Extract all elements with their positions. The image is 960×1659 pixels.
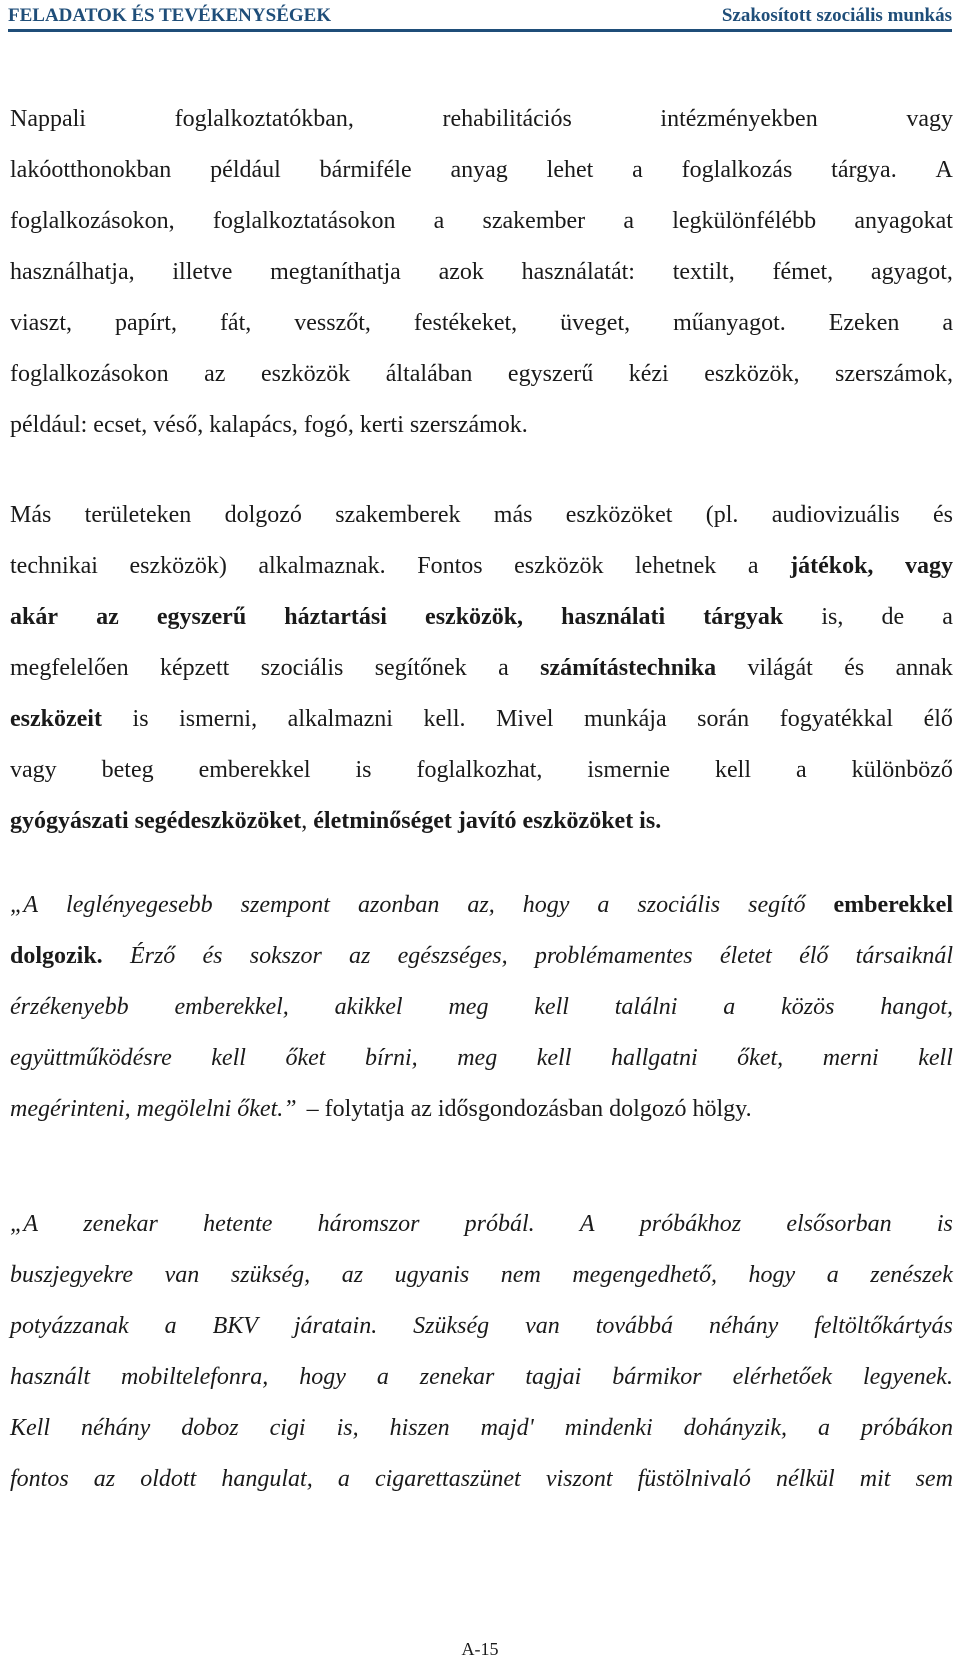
word: próbál. — [464, 1211, 535, 1237]
header-section-title: FELADATOK ÉS TEVÉKENYSÉGEK — [8, 5, 332, 26]
word: anyagokat — [854, 208, 953, 234]
word: foglalkozás — [681, 157, 793, 183]
word: és — [932, 502, 953, 528]
word: Mivel — [496, 706, 554, 732]
word: emberekkel — [198, 757, 311, 783]
word: életet — [719, 943, 772, 969]
text-line — [10, 796, 953, 847]
word: lehet — [546, 157, 594, 183]
word: zenekar — [83, 1211, 158, 1237]
word: munkája — [583, 706, 667, 732]
word: leglényegesebb — [66, 892, 213, 918]
word: a — [747, 553, 759, 579]
word: az — [349, 943, 371, 969]
text-line — [10, 298, 953, 349]
word: hogy — [748, 1262, 796, 1288]
word: tagjai — [525, 1364, 582, 1390]
word: játékok, — [790, 553, 874, 579]
word: bírni, — [364, 1045, 418, 1071]
word: zenekar — [419, 1364, 495, 1390]
word: hangot, — [880, 994, 953, 1020]
word: papírt, — [114, 310, 177, 336]
word: annak — [895, 655, 953, 681]
word: problémamentes — [534, 943, 693, 969]
word: fogyatékkal — [779, 706, 894, 732]
word: társaiknál — [855, 943, 953, 969]
page-number: A-15 — [461, 1639, 499, 1659]
word: „A — [10, 892, 39, 918]
word: akár — [10, 604, 58, 630]
word: is — [936, 1211, 953, 1237]
word: a — [942, 310, 953, 336]
text-line — [10, 1301, 953, 1352]
text-line — [10, 196, 953, 247]
word: merni — [822, 1045, 879, 1071]
word: például — [210, 157, 281, 183]
word: hallgatni — [610, 1045, 698, 1071]
word: sokszor — [249, 943, 322, 969]
word: akikkel — [334, 994, 403, 1020]
text-line — [10, 592, 953, 643]
word: bármiféle — [319, 157, 412, 183]
word: nem — [500, 1262, 541, 1288]
word: Ezeken — [828, 310, 900, 336]
word: a — [376, 1364, 389, 1390]
word: megtaníthatja — [270, 259, 401, 285]
word: használhatja, — [10, 259, 135, 285]
word: a — [164, 1313, 177, 1339]
word: is, — [336, 1415, 359, 1441]
word: általában — [385, 361, 473, 387]
word: eszközöket — [565, 502, 673, 528]
separator-text: , — [301, 808, 308, 834]
word: cigarettaszünet — [374, 1466, 521, 1492]
word: ismernie — [587, 757, 671, 783]
word: is — [355, 757, 372, 783]
word: hiszen — [389, 1415, 450, 1441]
word: őket — [285, 1045, 326, 1071]
word: ugyanis — [394, 1262, 470, 1288]
word: fontos — [10, 1466, 69, 1492]
word: foglalkozhat, — [416, 757, 543, 783]
word: üveget, — [560, 310, 631, 336]
word: a — [597, 892, 610, 918]
word: szociális — [260, 655, 344, 681]
word: „A — [10, 1211, 39, 1237]
word: technikai — [10, 553, 98, 579]
word: segítő — [748, 892, 806, 918]
line-text: például: ecset, véső, kalapács, fogó, kerti szerszámok. — [10, 412, 528, 438]
paragraph-tools — [10, 490, 953, 847]
quote-elderly-care — [10, 880, 953, 1135]
word: lehetnek — [635, 553, 717, 579]
word: viszont — [545, 1466, 613, 1492]
word: foglalkozásokon — [10, 361, 169, 387]
word: élő — [799, 943, 829, 969]
word: szempont — [240, 892, 330, 918]
text-line — [10, 880, 953, 931]
word: alkalmazni — [287, 706, 393, 732]
word: a — [498, 655, 509, 681]
word: cigi — [269, 1415, 306, 1441]
word: (pl. — [705, 502, 739, 528]
word: használatát: — [521, 259, 635, 285]
word: és — [202, 943, 223, 969]
word: emberekkel — [833, 892, 953, 918]
text-line — [10, 490, 953, 541]
word: van — [525, 1313, 560, 1339]
word: a — [337, 1466, 350, 1492]
word: eszközök, — [704, 361, 800, 387]
word: dolgozik. — [10, 943, 103, 969]
word: néhány — [708, 1313, 779, 1339]
text-line — [10, 1352, 953, 1403]
word: feltöltőkártyás — [814, 1313, 953, 1339]
word: Nappali — [10, 106, 86, 132]
word: szakemberek — [335, 502, 461, 528]
word: használt — [10, 1364, 91, 1390]
word: során — [697, 706, 750, 732]
word: zenészek — [870, 1262, 953, 1288]
word: van — [164, 1262, 200, 1288]
word: fát, — [219, 310, 252, 336]
word: hetente — [203, 1211, 273, 1237]
word: szerszámok, — [835, 361, 953, 387]
word: kell — [536, 1045, 572, 1071]
word: eszközök, — [425, 604, 524, 630]
word: a — [795, 757, 807, 783]
word: potyázzanak — [10, 1313, 129, 1339]
word: kell — [918, 1045, 953, 1071]
word: eszközök) — [129, 553, 227, 579]
word: műanyagot. — [673, 310, 786, 336]
word: képzett — [160, 655, 230, 681]
word: számítástechnika — [540, 655, 717, 681]
word: az, — [467, 892, 495, 918]
word: viaszt, — [10, 310, 72, 336]
quote-band — [10, 1199, 953, 1505]
word: együttműködésre — [10, 1045, 172, 1071]
word: azok — [438, 259, 484, 285]
text-line — [10, 400, 953, 451]
word: textilt, — [672, 259, 735, 285]
word: szociális — [637, 892, 721, 918]
word: ismerni, — [179, 706, 258, 732]
word: segítőnek — [374, 655, 467, 681]
word: BKV — [212, 1313, 258, 1339]
word: eszközök — [514, 553, 604, 579]
word: hogy — [522, 892, 570, 918]
text-line — [10, 94, 953, 145]
word: füstölnivaló — [637, 1466, 751, 1492]
text-line — [10, 1403, 953, 1454]
word: tárgyak — [703, 604, 784, 630]
word: vesszőt, — [294, 310, 371, 336]
word: élő — [923, 706, 953, 732]
text-line — [10, 1084, 953, 1135]
word: és — [844, 655, 865, 681]
word: más — [493, 502, 533, 528]
text-line — [10, 145, 953, 196]
word: anyag — [450, 157, 508, 183]
word: dohányzik, — [683, 1415, 787, 1441]
word: audiovizuális — [771, 502, 900, 528]
word: egyszerű — [156, 604, 247, 630]
word: buszjegyekre — [10, 1262, 134, 1288]
attribution-text: – folytatja az idősgondozásban dolgozó hölgy. — [306, 1096, 752, 1122]
word: az — [341, 1262, 364, 1288]
word: megfelelően — [10, 655, 129, 681]
word: használati — [561, 604, 666, 630]
text-line — [10, 247, 953, 298]
word: kell — [211, 1045, 246, 1071]
word: legkülönfélébb — [672, 208, 817, 234]
text-line — [10, 541, 953, 592]
word: a — [817, 1415, 830, 1441]
word: meg — [448, 994, 489, 1020]
word: a — [942, 604, 953, 630]
text-line — [10, 931, 953, 982]
word: szükség, — [230, 1262, 311, 1288]
word: vagy — [906, 106, 953, 132]
word: fémet, — [772, 259, 834, 285]
word: a — [632, 157, 643, 183]
word: járatain. — [293, 1313, 378, 1339]
word: elsősorban — [786, 1211, 892, 1237]
bold-text: gyógyászati segédeszközöket — [10, 808, 302, 834]
italic-text: megérinteni, megölelni őket.” — [10, 1096, 297, 1122]
word: beteg — [101, 757, 154, 783]
text-line — [10, 1033, 953, 1084]
word: az — [93, 1466, 116, 1492]
word: eszközök — [260, 361, 351, 387]
word: próbákhoz — [639, 1211, 742, 1237]
word: de — [881, 604, 905, 630]
word: bármikor — [612, 1364, 702, 1390]
word: intézményekben — [660, 106, 818, 132]
word: Szükség — [413, 1313, 490, 1339]
text-line — [10, 349, 953, 400]
word: nélkül — [776, 1466, 835, 1492]
word: a — [433, 208, 445, 234]
word: kell. — [423, 706, 466, 732]
text-line — [10, 745, 953, 796]
word: foglalkoztatókban, — [174, 106, 354, 132]
text-line — [10, 1250, 953, 1301]
word: próbákon — [860, 1415, 953, 1441]
word: háromszor — [317, 1211, 420, 1237]
word: rehabilitációs — [442, 106, 572, 132]
word: hangulat, — [221, 1466, 313, 1492]
word: sem — [915, 1466, 953, 1492]
word: dolgozó — [224, 502, 302, 528]
word: néhány — [80, 1415, 151, 1441]
word: a — [623, 208, 634, 234]
word: is — [132, 706, 149, 732]
text-line — [10, 694, 953, 745]
word: foglalkoztatásokon — [212, 208, 396, 234]
word: emberekkel, — [174, 994, 289, 1020]
word: világát — [747, 655, 813, 681]
word: vagy — [904, 553, 953, 579]
word: mindenki — [564, 1415, 653, 1441]
word: területeken — [84, 502, 192, 528]
word: vagy — [10, 757, 57, 783]
bold-text: életminőséget javító eszközöket is. — [313, 808, 662, 834]
word: Fontos — [417, 553, 483, 579]
word: Más — [10, 502, 52, 528]
word: találni — [614, 994, 678, 1020]
word: majd' — [480, 1415, 534, 1441]
text-line — [10, 1454, 953, 1505]
word: az — [204, 361, 226, 387]
word: különböző — [851, 757, 953, 783]
word: kézi — [628, 361, 669, 387]
word: kell — [715, 757, 751, 783]
word: az — [96, 604, 119, 630]
text-line — [10, 982, 953, 1033]
word: is, — [821, 604, 844, 630]
word: alkalmaznak. — [258, 553, 386, 579]
word: Érző — [129, 943, 176, 969]
word: foglalkozásokon, — [10, 208, 175, 234]
word: kell — [534, 994, 569, 1020]
text-line — [10, 1199, 953, 1250]
word: egyszerű — [507, 361, 594, 387]
word: festékeket, — [413, 310, 518, 336]
word: legyenek. — [863, 1364, 953, 1390]
word: a — [826, 1262, 839, 1288]
word: szakember — [482, 208, 586, 234]
header-course-title: Szakosított szociális munkás — [721, 5, 952, 26]
word: eszközeit — [10, 706, 102, 732]
page-header — [8, 0, 952, 32]
word: továbbá — [595, 1313, 674, 1339]
word: őket, — [737, 1045, 784, 1071]
word: meg — [457, 1045, 498, 1071]
word: lakóotthonokban — [10, 157, 172, 183]
word: illetve — [172, 259, 233, 285]
word: mit — [859, 1466, 891, 1492]
word: érzékenyebb — [10, 994, 129, 1020]
word: háztartási — [284, 604, 387, 630]
word: azonban — [358, 892, 440, 918]
word: doboz — [181, 1415, 239, 1441]
word: egészséges, — [397, 943, 508, 969]
word: elérhetőek — [732, 1364, 833, 1390]
word: A — [935, 157, 953, 183]
word: oldott — [140, 1466, 197, 1492]
word: mobiltelefonra, — [120, 1364, 269, 1390]
word: megengedhető, — [572, 1262, 717, 1288]
word: a — [723, 994, 736, 1020]
word: A — [579, 1211, 595, 1237]
word: közös — [781, 994, 835, 1020]
paragraph-materials — [10, 94, 953, 451]
text-line — [10, 643, 953, 694]
word: Kell — [10, 1415, 50, 1441]
word: hogy — [299, 1364, 346, 1390]
word: tárgya. — [831, 157, 897, 183]
word: agyagot, — [870, 259, 953, 285]
